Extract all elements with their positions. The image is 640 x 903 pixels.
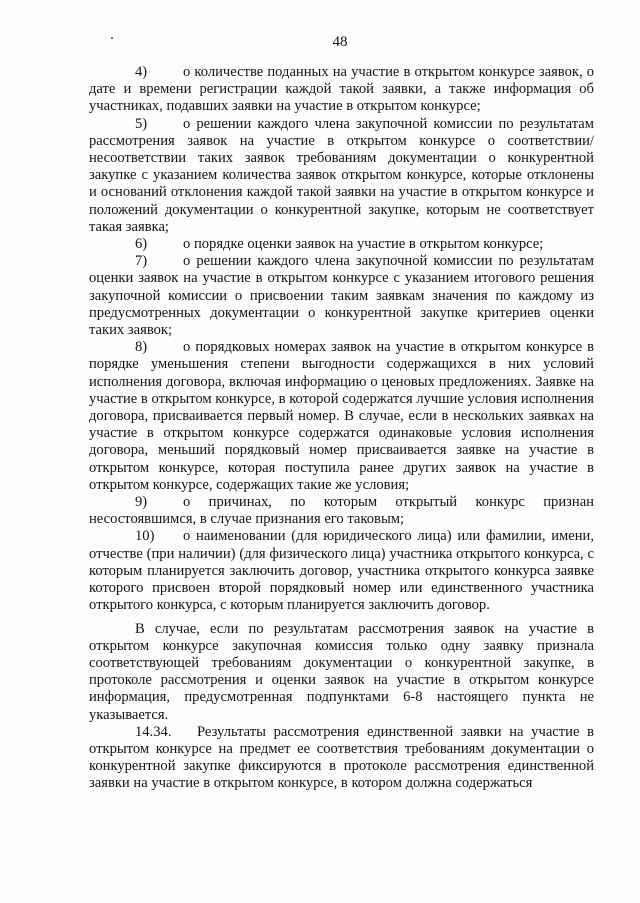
document-body	[89, 64, 594, 793]
item-number: 8)	[135, 339, 148, 356]
clause-text: Результаты рассмотрения единственной заявки на участие в открытом конкурсе на предмет ее соответствия требованиям документации о конкурентной закупке фиксируются в протоколе рассмотрения единственной заявки на участие в открытом конкурсе, в котором должна содержаться	[89, 723, 594, 792]
item-number: 5)	[135, 115, 148, 132]
item-number: 9)	[135, 494, 148, 511]
item-text: о причинах, по которым открытый конкурс признан несостоявшимся, в случае признания его таковым;	[89, 494, 594, 528]
item-number: 4)	[135, 64, 148, 80]
item-text: о решении каждого члена закупочной комиссии по результатам рассмотрения заявок на участие в открытом конкурсе о соответствии/несоответствии таких заявок требованиям документации о конкурентной закупке с указанием количества заявок открытом конкурсе, которые отклонены и оснований отклонения каждой такой заявки на участие в открытом конкурсе и положений документации о конкурентной закупке, которым не соответствует такая заявка;	[89, 115, 594, 235]
item-number: 10)	[135, 528, 155, 545]
item-text: о порядковых номерах заявок на участие в открытом конкурсе в порядке уменьшения степени выгодности содержащихся в них условий исполнения договора, включая информацию о ценовых предложениях. Заявке на участие в открытом конкурсе, в которой содержатся лучшие условия исполнения договора, присваивается первый номер. В случае, если в нескольких заявках на участие в открытом конкурсе содержатся одинаковые условия исполнения договора, меньший порядковый номер присваивается заявке на участие в открытом конкурсе, которая поступила ранее других заявок на участие в открытом конкурсе, содержащих такие же условия;	[89, 339, 594, 493]
list-item-5	[89, 116, 594, 236]
item-text: о решении каждого члена закупочной комиссии по результатам оценки заявок на участие в открытом конкурсе с указанием итогового решения закупочной комиссии о присвоении таким заявкам значения по каждому из предусмотренных документации о конкурентной закупке критериев оценки таких заявок;	[89, 253, 594, 339]
item-number: 7)	[135, 253, 148, 270]
item-text: о наименовании (для юридического лица) или фамилии, имени, отчестве (при наличии) (для физического лица) участника открытого конкурса, с которым планируется заключить договор, участника открытого конкурса заявке которого присвоен второй порядковый номер или единственного участника открытого конкурса, с которым планируется заключить договор.	[89, 528, 594, 614]
list-item-6	[89, 236, 594, 253]
list-item-8	[89, 339, 594, 494]
list-item-9	[89, 494, 594, 528]
item-text: о порядке оценки заявок на участие в открытом конкурсе;	[183, 236, 544, 253]
list-item-7	[89, 253, 594, 339]
closing-paragraph: В случае, если по результатам рассмотрения заявок на участие в открытом конкурсе закупочная комиссия только одну заявку признала соответствующей требованиям документации о конкурентной закупке, в протоколе рассмотрения и оценки заявок на участие в открытом конкурсе информация, предусмотренная подпунктами 6-8 настоящего пункта не указывается.	[89, 620, 594, 723]
clause-number: 14.34.	[135, 723, 172, 740]
item-text: о количестве поданных на участие в открытом конкурсе заявок, о дате и времени регистрации каждой такой заявки, а также информация об участниках, подавших заявки на участие в открытом конкурсе;	[89, 64, 594, 115]
page-number: 48	[332, 34, 348, 50]
item-number: 6)	[135, 236, 148, 253]
list-item-10	[89, 528, 594, 614]
list-item-4	[89, 64, 594, 116]
clause-14-34	[89, 724, 594, 793]
